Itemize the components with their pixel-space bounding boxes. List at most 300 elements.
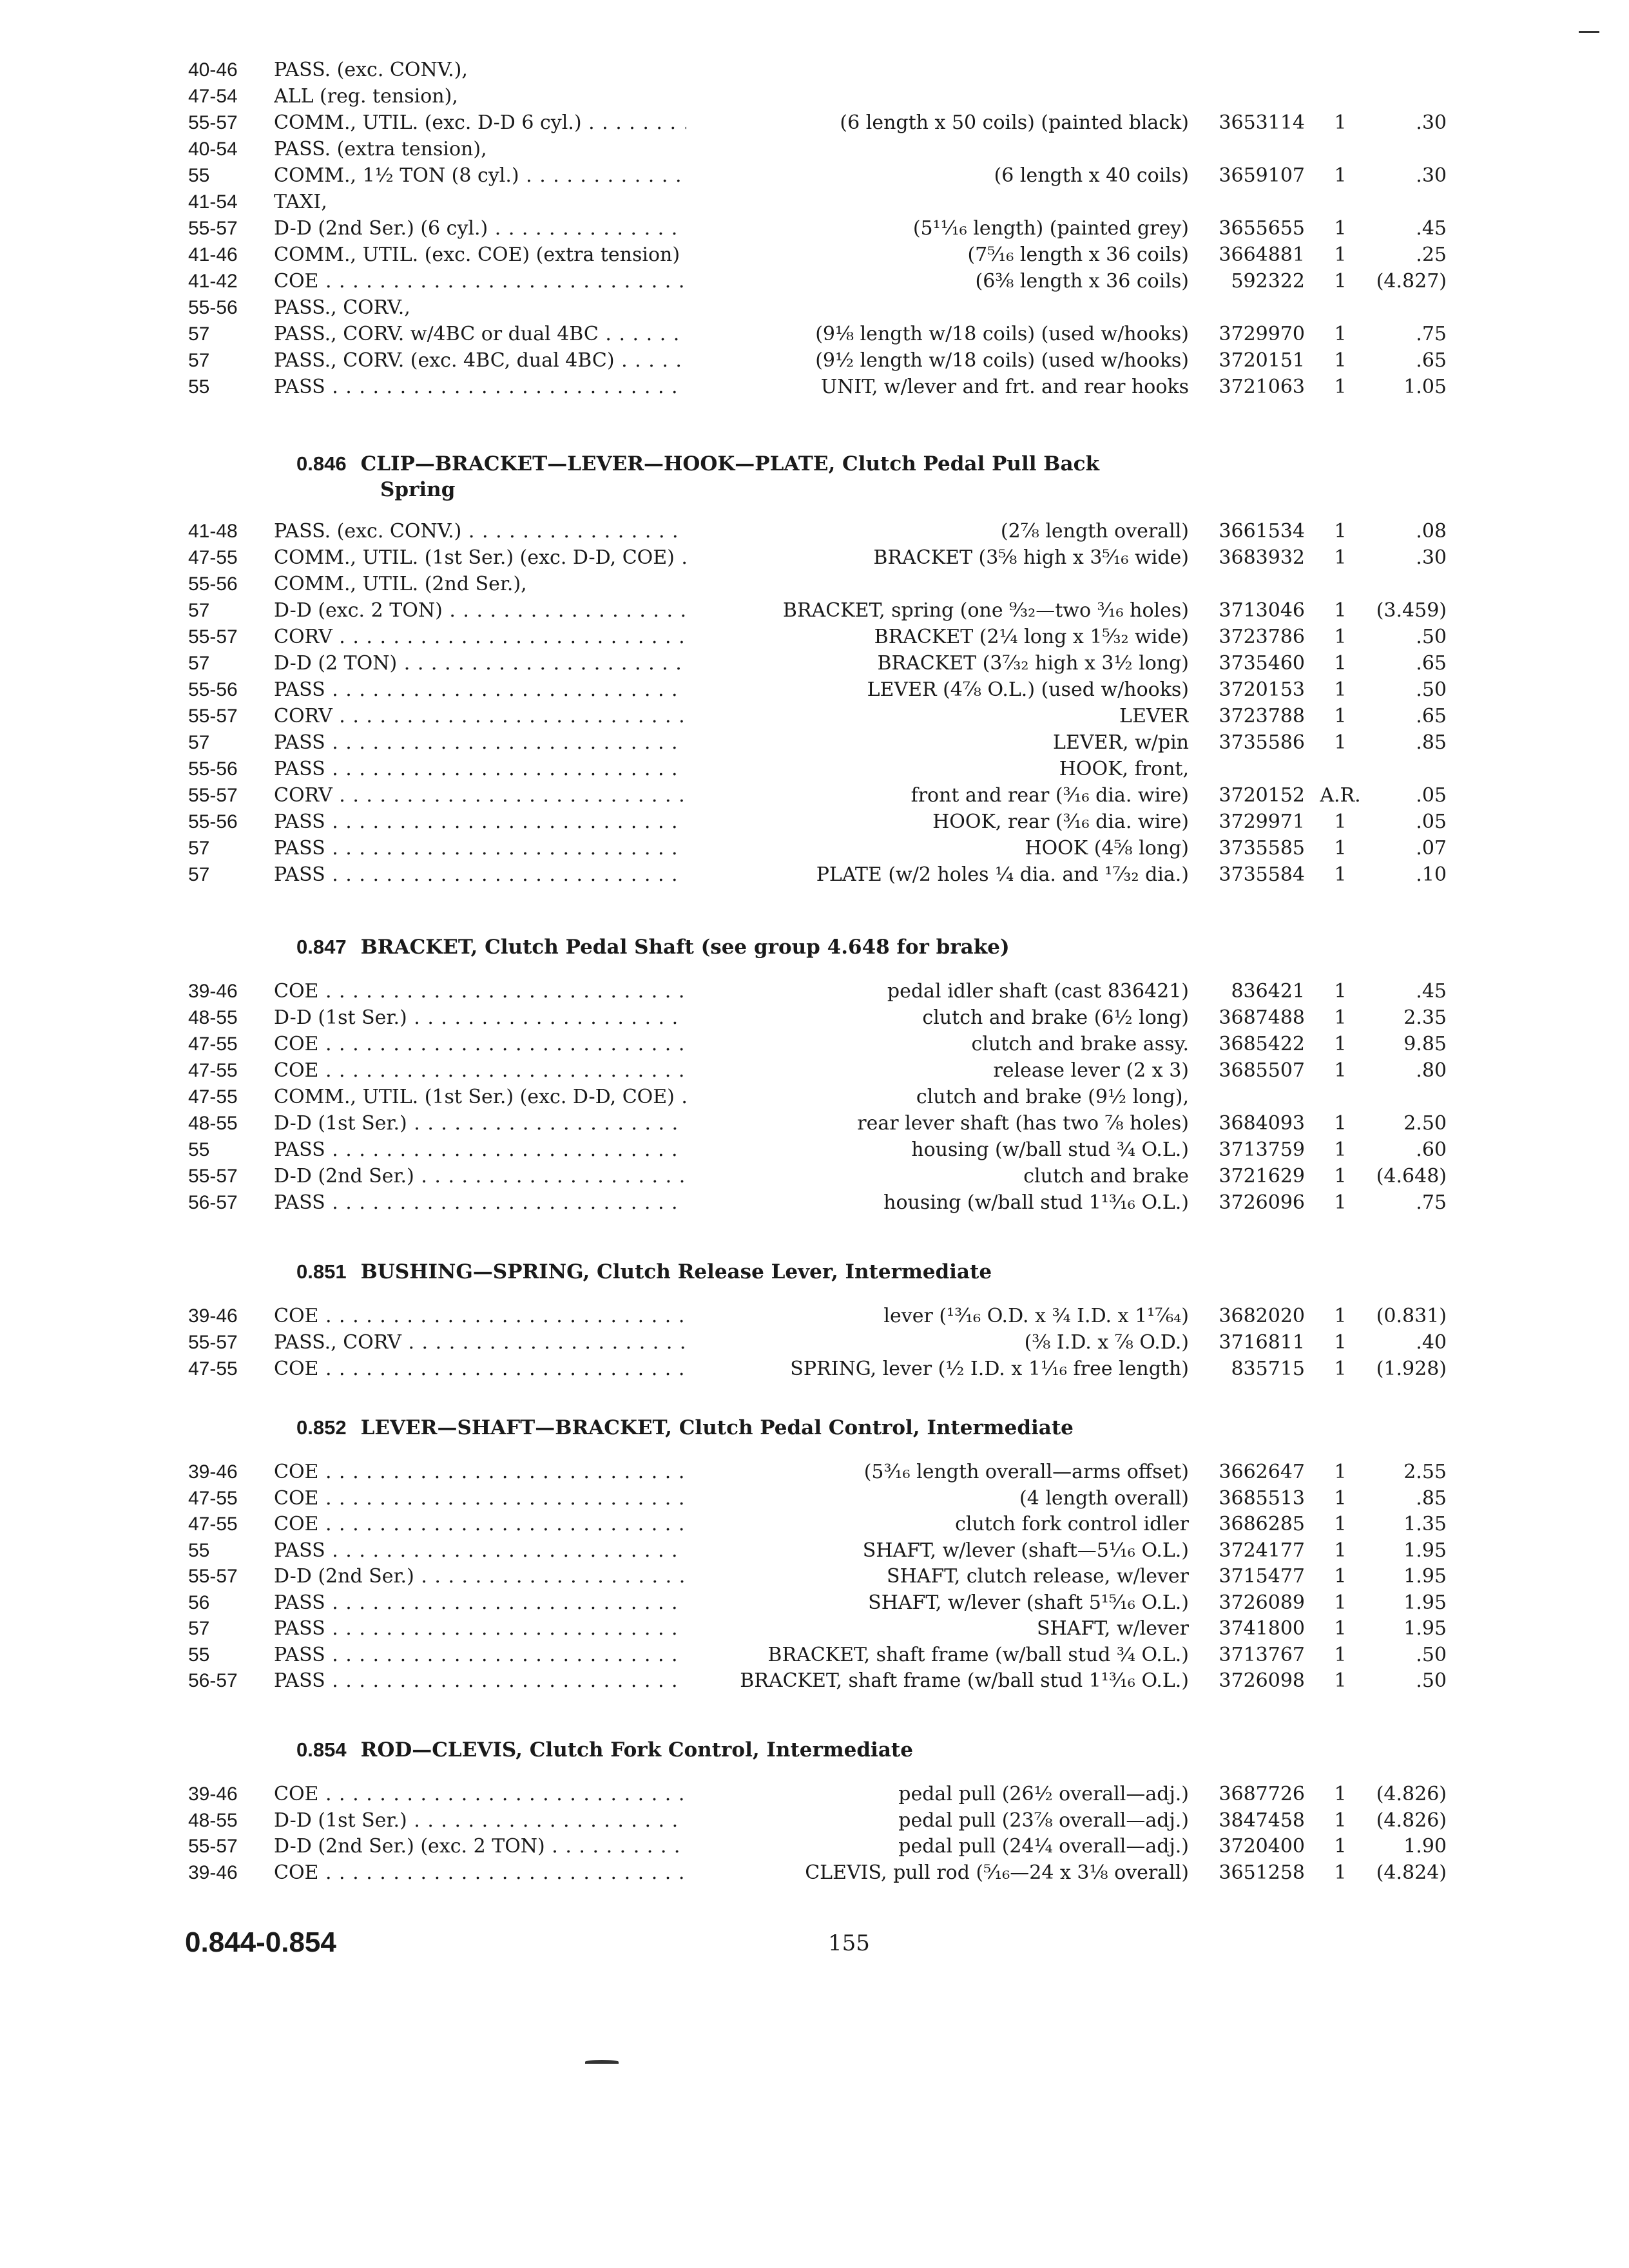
part-number xyxy=(1189,1084,1305,1111)
part-number: 3683932 xyxy=(1219,546,1305,569)
table-row xyxy=(0,1031,1629,1058)
table-row xyxy=(0,1781,1629,1808)
model: PASS . . . xyxy=(274,835,686,862)
description: clutch and brake (6½ long) xyxy=(922,1006,1189,1029)
year-range: 41-48 xyxy=(188,521,238,542)
year-range: 40-54 xyxy=(188,139,238,160)
quantity xyxy=(1308,1084,1373,1111)
model: PASS . . . xyxy=(274,1590,686,1617)
table-row xyxy=(0,571,1629,598)
part-number: 3686285 xyxy=(1219,1513,1305,1535)
quantity: 1 xyxy=(1334,1191,1347,1214)
description xyxy=(693,57,1189,84)
quantity: 1 xyxy=(1334,1033,1347,1055)
quantity xyxy=(1308,294,1373,322)
model: PASS., CORV. w/4BC or dual 4BC . . . xyxy=(274,321,686,348)
table-row xyxy=(0,1303,1629,1330)
quantity: 1 xyxy=(1334,349,1347,372)
table-row xyxy=(0,242,1629,269)
table-row xyxy=(0,544,1629,572)
table-row xyxy=(0,703,1629,730)
part-number: 3651258 xyxy=(1219,1861,1305,1884)
description xyxy=(693,571,1189,598)
table-row xyxy=(0,1084,1629,1111)
part-number: 3716811 xyxy=(1219,1331,1305,1354)
quantity: 1 xyxy=(1334,863,1347,886)
quantity: A.R. xyxy=(1320,784,1361,807)
section-title-continued: Spring xyxy=(380,478,456,501)
price: (0.831) xyxy=(1376,1305,1447,1327)
table-row xyxy=(0,1057,1629,1084)
model: COMM., UTIL. (1st Ser.) (exc. D-D, COE) . . . xyxy=(274,1084,686,1111)
section-title: BRACKET, Clutch Pedal Shaft (see group 4.648 for brake) xyxy=(360,936,1010,959)
table-row xyxy=(0,978,1629,1005)
model: COMM., UTIL. (exc. D-D 6 cyl.) . . . xyxy=(274,110,686,137)
part-number: 3687488 xyxy=(1219,1006,1305,1029)
description: LEVER (4⅞ O.L.) (used w/hooks) xyxy=(867,678,1189,701)
price xyxy=(1373,571,1447,598)
year-range: 57 xyxy=(188,600,210,621)
quantity: 1 xyxy=(1334,1591,1347,1614)
year-range: 57 xyxy=(188,350,210,371)
section-title: BUSHING—SPRING, Clutch Release Lever, Intermediate xyxy=(360,1260,992,1283)
price: .60 xyxy=(1416,1139,1447,1161)
quantity: 1 xyxy=(1334,323,1347,345)
year-range: 55-56 xyxy=(188,573,238,595)
price: 1.05 xyxy=(1403,376,1447,398)
model: PASS., CORV . . . xyxy=(274,1329,686,1356)
table-row xyxy=(0,347,1629,374)
part-number xyxy=(1189,756,1305,783)
year-range: 55-57 xyxy=(188,785,238,806)
table-row xyxy=(0,162,1629,189)
year-range: 57 xyxy=(188,323,210,345)
year-range: 55 xyxy=(188,376,210,398)
model: PASS . . . xyxy=(274,729,686,756)
description: (9⅛ length w/18 coils) (used w/hooks) xyxy=(815,323,1189,345)
price: .30 xyxy=(1416,111,1447,134)
description: BRACKET, shaft frame (w/ball stud 1¹³⁄₁₆ O.L.) xyxy=(740,1669,1189,1692)
quantity: 1 xyxy=(1334,1617,1347,1640)
year-range: 55-57 xyxy=(188,1166,238,1187)
table-row xyxy=(0,1163,1629,1190)
table-row xyxy=(0,809,1629,836)
price xyxy=(1373,83,1447,110)
part-number: 3684093 xyxy=(1219,1112,1305,1135)
table-row xyxy=(0,1833,1629,1860)
price: 1.95 xyxy=(1403,1565,1447,1588)
table-row xyxy=(0,1615,1629,1642)
table-row xyxy=(0,756,1629,783)
price: .50 xyxy=(1416,1669,1447,1692)
description: SHAFT, w/lever (shaft 5¹⁵⁄₁₆ O.L.) xyxy=(868,1591,1189,1614)
year-range: 41-54 xyxy=(188,191,238,213)
year-range: 55-56 xyxy=(188,297,238,318)
model: COE . . . xyxy=(274,1031,686,1058)
section-heading xyxy=(296,1415,1263,1441)
price: 1.35 xyxy=(1403,1513,1447,1535)
part-number: 3729971 xyxy=(1219,811,1305,833)
model: PASS . . . xyxy=(274,1667,686,1695)
year-range: 55-57 xyxy=(188,1332,238,1353)
part-number: 3664881 xyxy=(1219,244,1305,266)
model: PASS., CORV., xyxy=(274,296,410,319)
group-range: 0.844-0.854 xyxy=(185,1927,336,1958)
year-range: 48-55 xyxy=(188,1809,238,1831)
table-row xyxy=(0,1667,1629,1695)
part-number: 3685422 xyxy=(1219,1033,1305,1055)
part-number xyxy=(1189,57,1305,84)
table-row xyxy=(0,861,1629,889)
price: 1.95 xyxy=(1403,1617,1447,1640)
part-number: 3720151 xyxy=(1219,349,1305,372)
quantity: 1 xyxy=(1334,837,1347,860)
price: .45 xyxy=(1416,217,1447,240)
description: housing (w/ball stud 1¹³⁄₁₆ O.L.) xyxy=(883,1191,1189,1214)
quantity: 1 xyxy=(1334,1165,1347,1187)
year-range: 57 xyxy=(188,838,210,859)
description: clutch and brake (9½ long), xyxy=(916,1086,1189,1108)
model: PASS . . . xyxy=(274,1137,686,1164)
quantity: 1 xyxy=(1334,811,1347,833)
year-range: 39-46 xyxy=(188,1461,238,1483)
description: clutch and brake xyxy=(1023,1165,1189,1187)
year-range: 55 xyxy=(188,1539,210,1561)
quantity: 1 xyxy=(1334,520,1347,543)
year-range: 57 xyxy=(188,864,210,885)
description: lever (¹³⁄₁₆ O.D. x ¾ I.D. x 1¹⁷⁄₆₄) xyxy=(883,1305,1189,1327)
year-range: 56-57 xyxy=(188,1670,238,1691)
page-number: 155 xyxy=(828,1930,870,1956)
model: COE . . . xyxy=(274,1781,686,1808)
model: TAXI, xyxy=(274,191,327,213)
description: pedal pull (26½ overall—adj.) xyxy=(898,1783,1189,1805)
model: PASS., CORV. (exc. 4BC, dual 4BC) . . . xyxy=(274,347,686,374)
section-heading xyxy=(296,934,1263,960)
year-range: 47-55 xyxy=(188,547,238,568)
price: .40 xyxy=(1416,1331,1447,1354)
table-row xyxy=(0,1563,1629,1590)
year-range: 39-46 xyxy=(188,1861,238,1883)
price: .05 xyxy=(1416,784,1447,807)
year-range: 47-54 xyxy=(188,86,238,107)
year-range: 47-55 xyxy=(188,1060,238,1081)
model: COMM., UTIL. (exc. COE) (extra tension) . . . xyxy=(274,242,686,269)
group-number: 0.854 xyxy=(296,1738,347,1761)
model: PASS . . . xyxy=(274,756,686,783)
quantity: 1 xyxy=(1334,678,1347,701)
quantity: 1 xyxy=(1334,731,1347,754)
table-row xyxy=(0,1860,1629,1887)
section-title: LEVER—SHAFT—BRACKET, Clutch Pedal Control, Intermediate xyxy=(360,1416,1074,1439)
table-row xyxy=(0,268,1629,295)
price xyxy=(1373,136,1447,163)
part-number xyxy=(1189,571,1305,598)
table-row xyxy=(0,1356,1629,1383)
model: D-D (2nd Ser.) (6 cyl.) . . . xyxy=(274,215,686,242)
price: .65 xyxy=(1416,705,1447,727)
description: BRACKET, spring (one ⁹⁄₃₂—two ³⁄₁₆ holes) xyxy=(782,599,1189,622)
price xyxy=(1373,294,1447,322)
price: 2.50 xyxy=(1403,1112,1447,1135)
part-number: 3720400 xyxy=(1219,1835,1305,1858)
quantity: 1 xyxy=(1334,1809,1347,1832)
table-row xyxy=(0,1537,1629,1564)
year-range: 40-46 xyxy=(188,59,238,81)
part-number: 3661534 xyxy=(1219,520,1305,543)
part-number: 3726089 xyxy=(1219,1591,1305,1614)
model: PASS. (extra tension), xyxy=(274,138,487,160)
quantity xyxy=(1308,756,1373,783)
model: ALL (reg. tension), xyxy=(274,85,458,108)
model: PASS . . . xyxy=(274,809,686,836)
table-row xyxy=(0,729,1629,756)
quantity: 1 xyxy=(1334,164,1347,187)
quantity: 1 xyxy=(1334,1669,1347,1692)
part-number: 3741800 xyxy=(1219,1617,1305,1640)
part-number: 3682020 xyxy=(1219,1305,1305,1327)
part-number: 3735584 xyxy=(1219,863,1305,886)
year-range: 55-57 xyxy=(188,1836,238,1857)
year-range: 55-56 xyxy=(188,679,238,700)
quantity: 1 xyxy=(1334,705,1347,727)
price: .65 xyxy=(1416,349,1447,372)
description: (4 length overall) xyxy=(1019,1486,1189,1510)
model: D-D (1st Ser.) . . . xyxy=(274,1110,686,1137)
price: 1.95 xyxy=(1403,1539,1447,1562)
model: D-D (2 TON) . . . xyxy=(274,650,686,677)
description: release lever (2 x 3) xyxy=(993,1059,1189,1082)
year-range: 47-55 xyxy=(188,1514,238,1535)
year-range: 57 xyxy=(188,1618,210,1639)
model: D-D (1st Ser.) . . . xyxy=(274,1004,686,1032)
description: clutch and brake assy. xyxy=(971,1033,1189,1055)
description: SPRING, lever (½ I.D. x 1¹⁄₁₆ free length) xyxy=(790,1358,1189,1380)
part-number: 835715 xyxy=(1231,1358,1305,1380)
quantity: 1 xyxy=(1334,270,1347,293)
part-number: 3662647 xyxy=(1219,1461,1305,1483)
price: (1.928) xyxy=(1376,1358,1447,1380)
year-range: 48-55 xyxy=(188,1113,238,1134)
quantity: 1 xyxy=(1334,652,1347,675)
year-range: 55-57 xyxy=(188,112,238,133)
price: .08 xyxy=(1416,520,1447,543)
part-number: 3847458 xyxy=(1219,1809,1305,1832)
part-number: 3723786 xyxy=(1219,626,1305,648)
quantity: 1 xyxy=(1334,1059,1347,1082)
part-number: 3721629 xyxy=(1219,1165,1305,1187)
table-row xyxy=(0,1004,1629,1032)
price: 2.35 xyxy=(1403,1006,1447,1029)
table-row xyxy=(0,374,1629,401)
model: PASS. (exc. CONV.), xyxy=(274,59,468,81)
quantity xyxy=(1308,57,1373,84)
price xyxy=(1373,1084,1447,1111)
description xyxy=(693,83,1189,110)
table-row xyxy=(0,57,1629,84)
year-range: 57 xyxy=(188,653,210,674)
quantity: 1 xyxy=(1334,1565,1347,1588)
quantity: 1 xyxy=(1334,1861,1347,1884)
price: .45 xyxy=(1416,980,1447,1003)
table-row xyxy=(0,1642,1629,1669)
price xyxy=(1373,756,1447,783)
model: COE . . . xyxy=(274,1485,686,1512)
year-range: 57 xyxy=(188,732,210,753)
year-range: 55-57 xyxy=(188,706,238,727)
quantity: 1 xyxy=(1334,1539,1347,1562)
part-number: 3726098 xyxy=(1219,1669,1305,1692)
price: .05 xyxy=(1416,811,1447,833)
quantity: 1 xyxy=(1334,1513,1347,1535)
year-range: 48-55 xyxy=(188,1007,238,1028)
part-number: 3713767 xyxy=(1219,1643,1305,1666)
year-range: 39-46 xyxy=(188,1783,238,1805)
description: LEVER, w/pin xyxy=(1053,731,1189,754)
price: .85 xyxy=(1416,1486,1447,1510)
price xyxy=(1373,189,1447,216)
section-heading xyxy=(296,451,1263,503)
price: .85 xyxy=(1416,731,1447,754)
section-title: ROD—CLEVIS, Clutch Fork Control, Intermediate xyxy=(360,1738,913,1762)
quantity xyxy=(1308,83,1373,110)
year-range: 55-57 xyxy=(188,626,238,648)
description: (6 length x 40 coils) xyxy=(994,164,1189,187)
model: CORV . . . xyxy=(274,703,686,730)
model: COMM., 1½ TON (8 cyl.) . . . xyxy=(274,162,686,189)
part-number: 3721063 xyxy=(1219,376,1305,398)
year-range: 47-55 xyxy=(188,1358,238,1379)
model: CORV . . . xyxy=(274,624,686,651)
group-number: 0.852 xyxy=(296,1416,347,1439)
quantity: 1 xyxy=(1334,599,1347,622)
description: (7⁵⁄₁₆ length x 36 coils) xyxy=(967,244,1189,266)
description: PLATE (w/2 holes ¼ dia. and ¹⁷⁄₃₂ dia.) xyxy=(816,863,1189,886)
price: .25 xyxy=(1416,244,1447,266)
price: (4.827) xyxy=(1376,270,1447,293)
quantity: 1 xyxy=(1334,1461,1347,1483)
quantity xyxy=(1308,136,1373,163)
model: PASS . . . xyxy=(274,1537,686,1564)
table-row xyxy=(0,835,1629,862)
quantity: 1 xyxy=(1334,1783,1347,1805)
part-number xyxy=(1189,189,1305,216)
year-range: 41-46 xyxy=(188,244,238,265)
description: HOOK, front, xyxy=(1059,758,1189,780)
part-number: 3735586 xyxy=(1219,731,1305,754)
model: PASS . . . xyxy=(274,677,686,704)
model: PASS. (exc. CONV.) . . . xyxy=(274,518,686,545)
part-number: 3720153 xyxy=(1219,678,1305,701)
table-row xyxy=(0,1590,1629,1617)
table-row xyxy=(0,321,1629,348)
model: D-D (1st Ser.) . . . xyxy=(274,1807,686,1834)
part-number: 3685513 xyxy=(1219,1486,1305,1510)
section-heading xyxy=(296,1259,1263,1285)
price: .07 xyxy=(1416,837,1447,860)
part-number: 3687726 xyxy=(1219,1783,1305,1805)
table-row xyxy=(0,294,1629,322)
part-number: 3655655 xyxy=(1219,217,1305,240)
table-row xyxy=(0,677,1629,704)
section-title: CLIP—BRACKET—LEVER—HOOK—PLATE, Clutch Pedal Pull Back xyxy=(360,452,1099,476)
model: COE . . . xyxy=(274,978,686,1005)
description xyxy=(693,136,1189,163)
description xyxy=(693,189,1189,216)
part-number: 3735585 xyxy=(1219,837,1305,860)
scan-mark xyxy=(1579,31,1599,33)
part-number: 3720152 xyxy=(1219,784,1305,807)
price: 1.95 xyxy=(1403,1591,1447,1614)
part-number xyxy=(1189,83,1305,110)
description: SHAFT, w/lever xyxy=(1036,1617,1189,1640)
quantity: 1 xyxy=(1334,111,1347,134)
part-number: 3713759 xyxy=(1219,1139,1305,1161)
part-number xyxy=(1189,294,1305,322)
model: PASS . . . xyxy=(274,374,686,401)
quantity: 1 xyxy=(1334,1486,1347,1510)
year-range: 39-46 xyxy=(188,1305,238,1327)
description: (9½ length w/18 coils) (used w/hooks) xyxy=(815,349,1189,372)
description xyxy=(693,294,1189,322)
year-range: 41-42 xyxy=(188,271,238,292)
quantity: 1 xyxy=(1334,1358,1347,1380)
description: housing (w/ball stud ¾ O.L.) xyxy=(911,1139,1189,1161)
description: LEVER xyxy=(1119,705,1189,727)
price: (4.824) xyxy=(1376,1861,1447,1884)
quantity: 1 xyxy=(1334,1643,1347,1666)
year-range: 55-57 xyxy=(188,218,238,239)
part-number: 3729970 xyxy=(1219,323,1305,345)
year-range: 55 xyxy=(188,1139,210,1160)
table-row xyxy=(0,624,1629,651)
part-number: 3723788 xyxy=(1219,705,1305,727)
year-range: 56 xyxy=(188,1591,210,1613)
part-number: 3653114 xyxy=(1219,111,1305,134)
description: HOOK, rear (³⁄₁₆ dia. wire) xyxy=(932,811,1189,833)
group-number: 0.847 xyxy=(296,936,347,958)
group-number: 0.851 xyxy=(296,1260,347,1283)
part-number: 592322 xyxy=(1231,270,1305,293)
part-number xyxy=(1189,136,1305,163)
price: (4.826) xyxy=(1376,1783,1447,1805)
table-row xyxy=(0,1511,1629,1538)
year-range: 55 xyxy=(188,165,210,186)
model: COE . . . xyxy=(274,268,686,295)
model: COE . . . xyxy=(274,1459,686,1486)
part-number: 3713046 xyxy=(1219,599,1305,622)
quantity: 1 xyxy=(1334,1331,1347,1354)
table-row xyxy=(0,110,1629,137)
model: PASS . . . xyxy=(274,1615,686,1642)
year-range: 55 xyxy=(188,1644,210,1666)
table-row xyxy=(0,782,1629,809)
table-row xyxy=(0,1137,1629,1164)
price: .80 xyxy=(1416,1059,1447,1082)
year-range: 47-55 xyxy=(188,1033,238,1055)
description: pedal idler shaft (cast 836421) xyxy=(887,980,1189,1003)
part-number: 3659107 xyxy=(1219,164,1305,187)
table-row xyxy=(0,215,1629,242)
price: .30 xyxy=(1416,164,1447,187)
price: .50 xyxy=(1416,678,1447,701)
description: HOOK (4⁵⁄₈ long) xyxy=(1025,837,1189,860)
table-row xyxy=(0,1329,1629,1356)
part-number: 3715477 xyxy=(1219,1565,1305,1588)
description: pedal pull (23⅞ overall—adj.) xyxy=(898,1809,1189,1832)
quantity: 1 xyxy=(1334,244,1347,266)
model: D-D (2nd Ser.) . . . xyxy=(274,1563,686,1590)
